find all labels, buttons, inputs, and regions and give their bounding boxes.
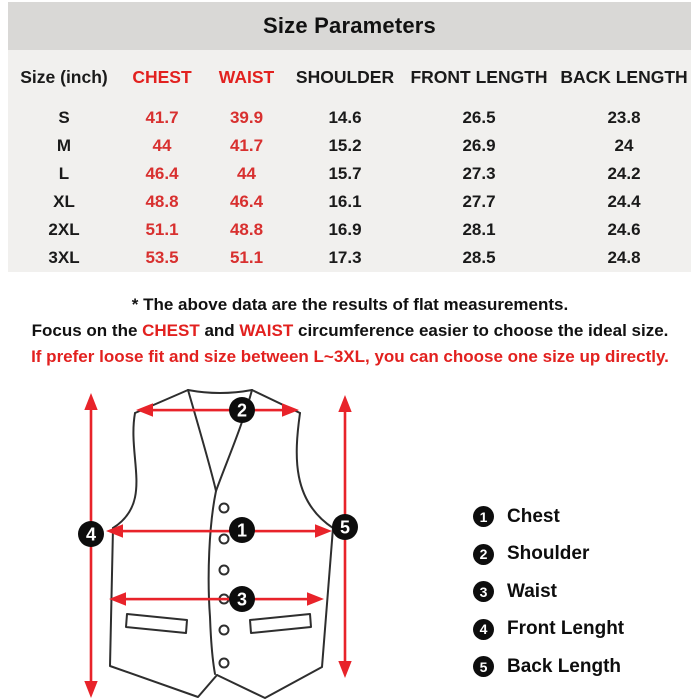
measurement-value: 24.2 bbox=[607, 164, 641, 183]
size-label: L bbox=[58, 164, 70, 183]
page-title: Size Parameters bbox=[263, 13, 436, 38]
chest-badge bbox=[229, 517, 255, 543]
measurement-value: 51.1 bbox=[229, 248, 264, 267]
measurement-value: 44 bbox=[152, 136, 172, 155]
svg-text:4: 4 bbox=[85, 524, 97, 545]
measurement-value: 46.4 bbox=[145, 164, 179, 183]
vest-outline bbox=[110, 390, 333, 698]
legend-number-badge: 5 bbox=[473, 656, 494, 677]
chest-arrow bbox=[106, 524, 332, 537]
size-label: M bbox=[56, 136, 72, 155]
note-text: Focus on the bbox=[31, 321, 143, 340]
svg-text:5: 5 bbox=[339, 517, 351, 538]
legend-item-front-lenght bbox=[473, 619, 624, 640]
back-length-badge bbox=[332, 514, 358, 540]
diagram-badges bbox=[78, 397, 358, 612]
measurement-value: 27.3 bbox=[462, 164, 496, 183]
note-highlight: WAIST bbox=[239, 321, 294, 340]
waist-arrow bbox=[109, 592, 324, 605]
note-loose-fit: If prefer loose fit and size between L~3XL, you can choose one size up directly. bbox=[31, 347, 669, 366]
legend-number-badge: 3 bbox=[473, 581, 494, 602]
measurement-value: 26.9 bbox=[462, 136, 496, 155]
measurement-legend bbox=[473, 506, 624, 677]
legend-label: Front Lenght bbox=[507, 618, 625, 639]
svg-text:2: 2 bbox=[236, 400, 248, 421]
front-length-badge bbox=[78, 521, 104, 547]
legend-label: Back Length bbox=[507, 655, 622, 677]
measurement-value: 46.4 bbox=[229, 192, 264, 211]
column-header: BACK LENGTH bbox=[560, 66, 688, 87]
svg-text:3: 3 bbox=[236, 589, 248, 610]
measurement-value: 17.3 bbox=[328, 248, 362, 267]
measurement-value: 44 bbox=[237, 164, 256, 183]
measurement-value: 16.1 bbox=[328, 192, 362, 211]
measurement-arrows bbox=[84, 393, 351, 698]
left-pocket bbox=[126, 614, 187, 633]
note-focus-chest-waist bbox=[0, 318, 700, 344]
svg-text:1: 1 bbox=[236, 520, 248, 541]
measurement-value: 24.4 bbox=[607, 192, 641, 211]
legend-label: Chest bbox=[507, 505, 560, 527]
column-header: FRONT LENGTH bbox=[410, 66, 548, 87]
measurement-value: 15.7 bbox=[328, 164, 362, 183]
right-pocket bbox=[250, 614, 311, 633]
measurement-value: 26.5 bbox=[462, 108, 496, 127]
measurement-value: 48.8 bbox=[145, 192, 179, 211]
column-header: Size (inch) bbox=[20, 66, 108, 87]
column-header: CHEST bbox=[132, 66, 192, 87]
note-text: and bbox=[199, 321, 240, 340]
measurement-value: 39.9 bbox=[229, 108, 264, 127]
legend-item-back-length bbox=[473, 656, 624, 677]
legend-item-waist bbox=[473, 581, 624, 602]
column-header: WAIST bbox=[218, 66, 275, 87]
button-column bbox=[220, 504, 229, 668]
legend-item-shoulder bbox=[473, 544, 624, 565]
column-header: SHOULDER bbox=[295, 66, 395, 87]
shoulder-badge bbox=[229, 397, 255, 423]
note-highlight: CHEST bbox=[142, 321, 200, 340]
shoulder-arrow bbox=[136, 403, 299, 416]
waist-badge bbox=[229, 586, 255, 612]
legend-number-badge: 1 bbox=[473, 506, 494, 527]
notes bbox=[0, 292, 700, 370]
vest-measurement-diagram bbox=[60, 383, 380, 700]
note-text: circumference easier to choose the ideal size. bbox=[293, 321, 669, 340]
size-label: 2XL bbox=[48, 220, 80, 239]
legend-item-chest bbox=[473, 506, 624, 527]
legend-number-badge: 2 bbox=[473, 544, 494, 565]
measurement-value: 24.6 bbox=[607, 220, 641, 239]
legend-label: Waist bbox=[507, 580, 557, 602]
measurement-value: 48.8 bbox=[229, 220, 264, 239]
measurement-value: 15.2 bbox=[328, 136, 362, 155]
measurement-value: 41.7 bbox=[229, 136, 264, 155]
measurement-value: 51.1 bbox=[145, 220, 179, 239]
title-band bbox=[8, 2, 691, 50]
size-table bbox=[8, 50, 691, 272]
measurement-value: 23.8 bbox=[607, 108, 641, 127]
measurement-value: 24.8 bbox=[607, 248, 641, 267]
measurement-value: 53.5 bbox=[145, 248, 179, 267]
measurement-value: 14.6 bbox=[328, 108, 362, 127]
size-label: 3XL bbox=[48, 248, 80, 267]
measurement-value: 41.7 bbox=[145, 108, 179, 127]
legend-label: Shoulder bbox=[507, 543, 590, 564]
size-label: XL bbox=[53, 192, 75, 211]
measurement-value: 27.7 bbox=[462, 192, 496, 211]
measurement-value: 28.1 bbox=[462, 220, 496, 239]
measurement-value: 28.5 bbox=[462, 248, 496, 267]
measurement-value: 24 bbox=[614, 136, 634, 155]
measurement-value: 16.9 bbox=[328, 220, 362, 239]
legend-number-badge: 4 bbox=[473, 619, 494, 640]
size-label: S bbox=[58, 108, 70, 127]
note-flat-measurements: * The above data are the results of flat measurements. bbox=[131, 295, 569, 314]
